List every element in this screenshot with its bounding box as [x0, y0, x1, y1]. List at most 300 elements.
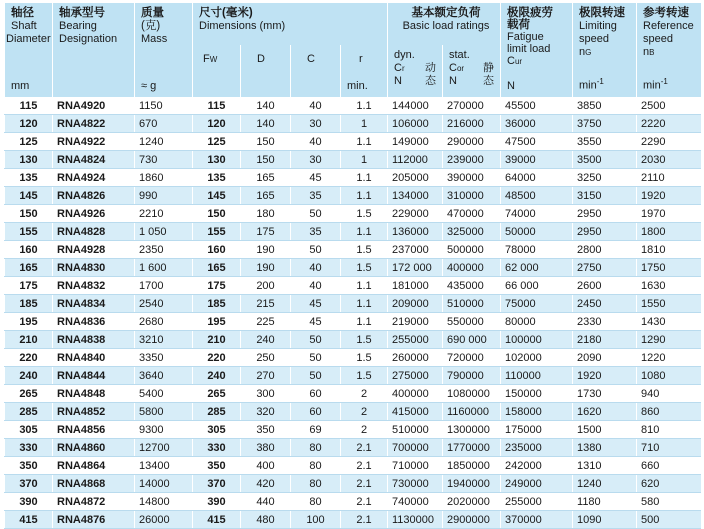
- header-reference-zh: 参考转速: [643, 7, 690, 19]
- header-mass: [135, 3, 193, 97]
- cell-r: 1.1: [341, 97, 388, 115]
- cell-d: 480: [241, 511, 291, 529]
- cell-r: 2.1: [341, 475, 388, 493]
- cell-cr: 205000: [388, 169, 443, 187]
- cell-des: RNA4832: [53, 277, 135, 295]
- cell-cor: 400000: [443, 259, 501, 277]
- cell-nb: 620: [637, 475, 701, 493]
- cell-d: 400: [241, 457, 291, 475]
- table-row: [5, 97, 701, 115]
- header-fw: [193, 45, 241, 97]
- header-limiting-zh: 极限转速: [579, 7, 626, 19]
- cell-fw: 415: [193, 511, 241, 529]
- cell-cor: 1300000: [443, 421, 501, 439]
- cell-nb: 710: [637, 439, 701, 457]
- cell-c: 80: [291, 493, 341, 511]
- cell-d: 190: [241, 259, 291, 277]
- table-row: [5, 421, 701, 439]
- cell-cur: 255000: [501, 493, 573, 511]
- cell-shaft: 195: [5, 313, 53, 331]
- header-reference-unit-sup: -1: [660, 77, 668, 87]
- cell-cr: 400000: [388, 385, 443, 403]
- cell-ng: 3850: [573, 97, 637, 115]
- cell-ng: 2800: [573, 241, 637, 259]
- cell-shaft: 185: [5, 295, 53, 313]
- header-fatigue-en1: Fatigue: [507, 31, 544, 43]
- cell-d: 215: [241, 295, 291, 313]
- cell-mass: 730: [135, 151, 193, 169]
- cell-fw: 370: [193, 475, 241, 493]
- cell-nb: 1810: [637, 241, 701, 259]
- table-row: [5, 313, 701, 331]
- header-shaft-zh: 轴径: [11, 7, 34, 19]
- cell-des: RNA4926: [53, 205, 135, 223]
- header-designation-en2: Designation: [59, 33, 118, 45]
- header-fatigue-sym: C: [507, 55, 515, 67]
- header-reference-en2: speed: [643, 33, 673, 45]
- cell-shaft: 145: [5, 187, 53, 205]
- cell-mass: 5400: [135, 385, 193, 403]
- cell-d: 225: [241, 313, 291, 331]
- cell-shaft: 165: [5, 259, 53, 277]
- header-shaft-en1: Shaft: [11, 20, 37, 32]
- cell-c: 80: [291, 439, 341, 457]
- cell-cur: 45500: [501, 97, 573, 115]
- cell-nb: 940: [637, 385, 701, 403]
- cell-ng: 1920: [573, 367, 637, 385]
- cell-cor: 510000: [443, 295, 501, 313]
- cell-r: 1.5: [341, 349, 388, 367]
- cell-des: RNA4844: [53, 367, 135, 385]
- cell-des: RNA4828: [53, 223, 135, 241]
- cell-cur: 64000: [501, 169, 573, 187]
- cell-cr: 219000: [388, 313, 443, 331]
- header-c: C: [291, 45, 341, 97]
- cell-mass: 14800: [135, 493, 193, 511]
- cell-des: RNA4868: [53, 475, 135, 493]
- cell-ng: 1620: [573, 403, 637, 421]
- cell-r: 2.1: [341, 439, 388, 457]
- cell-mass: 2540: [135, 295, 193, 313]
- cell-nb: 1080: [637, 367, 701, 385]
- cell-d: 420: [241, 475, 291, 493]
- cell-c: 45: [291, 313, 341, 331]
- cell-cr: 237000: [388, 241, 443, 259]
- cell-c: 50: [291, 241, 341, 259]
- cell-c: 69: [291, 421, 341, 439]
- cell-mass: 2350: [135, 241, 193, 259]
- header-shaft-unit: mm: [11, 80, 30, 92]
- header-mass-zh2: (克): [141, 20, 161, 32]
- cell-cur: 80000: [501, 313, 573, 331]
- header-reference-unit: min: [643, 80, 661, 92]
- cell-nb: 1430: [637, 313, 701, 331]
- header-designation: [53, 3, 135, 97]
- cell-fw: 115: [193, 97, 241, 115]
- cell-des: RNA4856: [53, 421, 135, 439]
- cell-cur: 78000: [501, 241, 573, 259]
- cell-nb: 2030: [637, 151, 701, 169]
- cell-nb: 2500: [637, 97, 701, 115]
- cell-d: 140: [241, 97, 291, 115]
- cell-c: 35: [291, 223, 341, 241]
- cell-mass: 1150: [135, 97, 193, 115]
- cell-c: 45: [291, 169, 341, 187]
- cell-cr: 510000: [388, 421, 443, 439]
- cell-des: RNA4924: [53, 169, 135, 187]
- table-row: [5, 223, 701, 241]
- cell-c: 30: [291, 115, 341, 133]
- cell-cur: 158000: [501, 403, 573, 421]
- cell-des: RNA4922: [53, 133, 135, 151]
- cell-cr: 134000: [388, 187, 443, 205]
- cell-mass: 1 050: [135, 223, 193, 241]
- cell-fw: 390: [193, 493, 241, 511]
- cell-r: 1.5: [341, 241, 388, 259]
- cell-nb: 2290: [637, 133, 701, 151]
- cell-c: 50: [291, 367, 341, 385]
- cell-fw: 185: [193, 295, 241, 313]
- cell-d: 165: [241, 169, 291, 187]
- cell-cor: 1850000: [443, 457, 501, 475]
- cell-cur: 47500: [501, 133, 573, 151]
- cell-r: 1: [341, 151, 388, 169]
- cell-des: RNA4834: [53, 295, 135, 313]
- cell-cur: 62 000: [501, 259, 573, 277]
- cell-des: RNA4824: [53, 151, 135, 169]
- cell-mass: 9300: [135, 421, 193, 439]
- header-shaft-en2: Diameter: [6, 33, 51, 45]
- cell-fw: 145: [193, 187, 241, 205]
- cell-nb: 860: [637, 403, 701, 421]
- cell-ng: 3150: [573, 187, 637, 205]
- table-row: [5, 205, 701, 223]
- cell-mass: 2210: [135, 205, 193, 223]
- cell-cor: 790000: [443, 367, 501, 385]
- header-load-zh: 基本额定负荷: [411, 7, 481, 19]
- cell-r: 1.1: [341, 295, 388, 313]
- cell-des: RNA4864: [53, 457, 135, 475]
- cell-d: 250: [241, 349, 291, 367]
- cell-cor: 720000: [443, 349, 501, 367]
- header-limiting-sym: n: [579, 46, 586, 58]
- table-row: [5, 169, 701, 187]
- header-load: [388, 3, 501, 45]
- cell-r: 1.5: [341, 367, 388, 385]
- cell-des: RNA4848: [53, 385, 135, 403]
- cell-d: 140: [241, 115, 291, 133]
- cell-d: 380: [241, 439, 291, 457]
- cell-nb: 2110: [637, 169, 701, 187]
- cell-r: 2.1: [341, 457, 388, 475]
- header-r-unit: min.: [347, 80, 368, 92]
- cell-cr: 275000: [388, 367, 443, 385]
- table-row: [5, 241, 701, 259]
- cell-shaft: 155: [5, 223, 53, 241]
- cell-cr: 1130000: [388, 511, 443, 529]
- cell-des: RNA4840: [53, 349, 135, 367]
- cell-shaft: 160: [5, 241, 53, 259]
- cell-des: RNA4860: [53, 439, 135, 457]
- header-fatigue: [501, 3, 573, 97]
- cell-c: 50: [291, 349, 341, 367]
- cell-mass: 12700: [135, 439, 193, 457]
- cell-shaft: 265: [5, 385, 53, 403]
- table-row: [5, 331, 701, 349]
- cell-r: 2: [341, 421, 388, 439]
- cell-r: 2: [341, 385, 388, 403]
- cell-c: 50: [291, 331, 341, 349]
- cell-shaft: 330: [5, 439, 53, 457]
- cell-cr: 740000: [388, 493, 443, 511]
- cell-c: 45: [291, 295, 341, 313]
- cell-fw: 195: [193, 313, 241, 331]
- cell-fw: 160: [193, 241, 241, 259]
- cell-shaft: 210: [5, 331, 53, 349]
- table-row: [5, 187, 701, 205]
- cell-d: 270: [241, 367, 291, 385]
- cell-r: 1.5: [341, 259, 388, 277]
- cell-shaft: 240: [5, 367, 53, 385]
- header-limiting: [573, 3, 637, 97]
- header-fatigue-zh2: 载荷: [507, 19, 531, 31]
- cell-r: 1.5: [341, 205, 388, 223]
- header-limiting-sym-sub: G: [585, 48, 592, 57]
- cell-fw: 135: [193, 169, 241, 187]
- cell-cr: 112000: [388, 151, 443, 169]
- cell-ng: 2950: [573, 205, 637, 223]
- cell-des: RNA4876: [53, 511, 135, 529]
- table-row: [5, 475, 701, 493]
- cell-ng: 1090: [573, 511, 637, 529]
- cell-r: 1.1: [341, 187, 388, 205]
- table-row: [5, 295, 701, 313]
- header-reference-sym-sub: B: [649, 48, 655, 57]
- cell-shaft: 285: [5, 403, 53, 421]
- bearing-spec-table: [4, 3, 700, 529]
- cell-r: 2.1: [341, 511, 388, 529]
- cell-ng: 2330: [573, 313, 637, 331]
- cell-r: 1.1: [341, 313, 388, 331]
- cell-d: 180: [241, 205, 291, 223]
- table-row: [5, 367, 701, 385]
- header-stat-label: stat.: [449, 49, 470, 61]
- header-limiting-unit-sup: -1: [596, 77, 604, 87]
- header-d: D: [241, 45, 291, 97]
- cell-nb: 660: [637, 457, 701, 475]
- cell-r: 1.5: [341, 331, 388, 349]
- cell-cor: 310000: [443, 187, 501, 205]
- cell-cr: 209000: [388, 295, 443, 313]
- cell-d: 240: [241, 331, 291, 349]
- cell-ng: 1730: [573, 385, 637, 403]
- cell-mass: 3350: [135, 349, 193, 367]
- cell-c: 60: [291, 385, 341, 403]
- cell-ng: 2600: [573, 277, 637, 295]
- cell-c: 100: [291, 511, 341, 529]
- header-dimensions-en: Dimensions (mm): [199, 20, 286, 32]
- cell-cur: 75000: [501, 295, 573, 313]
- cell-d: 440: [241, 493, 291, 511]
- table-row: [5, 115, 701, 133]
- cell-mass: 2680: [135, 313, 193, 331]
- spec-table: [4, 3, 701, 529]
- cell-c: 30: [291, 151, 341, 169]
- cell-cr: 181000: [388, 277, 443, 295]
- cell-nb: 1550: [637, 295, 701, 313]
- cell-nb: 1920: [637, 187, 701, 205]
- table-row: [5, 493, 701, 511]
- table-row: [5, 349, 701, 367]
- table-body: [5, 97, 701, 529]
- header-reference: [637, 3, 701, 97]
- cell-cr: 710000: [388, 457, 443, 475]
- header-limiting-en2: speed: [579, 33, 609, 45]
- cell-fw: 175: [193, 277, 241, 295]
- cell-d: 175: [241, 223, 291, 241]
- cell-shaft: 125: [5, 133, 53, 151]
- cell-cor: 435000: [443, 277, 501, 295]
- cell-mass: 26000: [135, 511, 193, 529]
- cell-fw: 150: [193, 205, 241, 223]
- cell-c: 40: [291, 133, 341, 151]
- cell-cor: 470000: [443, 205, 501, 223]
- cell-r: 2: [341, 403, 388, 421]
- cell-fw: 125: [193, 133, 241, 151]
- cell-cur: 242000: [501, 457, 573, 475]
- cell-des: RNA4838: [53, 331, 135, 349]
- cell-fw: 285: [193, 403, 241, 421]
- cell-shaft: 220: [5, 349, 53, 367]
- cell-d: 300: [241, 385, 291, 403]
- header-designation-en1: Bearing: [59, 20, 97, 32]
- cell-nb: 580: [637, 493, 701, 511]
- cell-cr: 730000: [388, 475, 443, 493]
- cell-cr: 106000: [388, 115, 443, 133]
- cell-mass: 1860: [135, 169, 193, 187]
- cell-des: RNA4822: [53, 115, 135, 133]
- cell-d: 200: [241, 277, 291, 295]
- cell-shaft: 350: [5, 457, 53, 475]
- cell-d: 190: [241, 241, 291, 259]
- cell-des: RNA4852: [53, 403, 135, 421]
- cell-r: 1.1: [341, 223, 388, 241]
- cell-cur: 50000: [501, 223, 573, 241]
- cell-shaft: 150: [5, 205, 53, 223]
- cell-fw: 155: [193, 223, 241, 241]
- cell-cor: 270000: [443, 97, 501, 115]
- cell-fw: 130: [193, 151, 241, 169]
- cell-mass: 1 600: [135, 259, 193, 277]
- cell-shaft: 415: [5, 511, 53, 529]
- cell-cr: 700000: [388, 439, 443, 457]
- cell-nb: 1800: [637, 223, 701, 241]
- cell-des: RNA4928: [53, 241, 135, 259]
- cell-r: 2.1: [341, 493, 388, 511]
- header-dimensions-zh: 尺寸(毫米): [199, 7, 253, 19]
- header-dimensions: [193, 3, 388, 45]
- cell-shaft: 370: [5, 475, 53, 493]
- cell-d: 165: [241, 187, 291, 205]
- cell-shaft: 175: [5, 277, 53, 295]
- cell-des: RNA4826: [53, 187, 135, 205]
- cell-cur: 175000: [501, 421, 573, 439]
- table-row: [5, 151, 701, 169]
- header-mass-en: Mass: [141, 33, 168, 45]
- header-designation-zh: 轴承型号: [59, 7, 105, 19]
- cell-c: 80: [291, 475, 341, 493]
- cell-ng: 3250: [573, 169, 637, 187]
- table-row: [5, 385, 701, 403]
- cell-mass: 1240: [135, 133, 193, 151]
- cell-c: 40: [291, 277, 341, 295]
- header-fatigue-en2: limit load: [507, 43, 551, 55]
- cell-cor: 2020000: [443, 493, 501, 511]
- table-row: [5, 457, 701, 475]
- cell-cor: 690 000: [443, 331, 501, 349]
- cell-cor: 216000: [443, 115, 501, 133]
- cell-cr: 229000: [388, 205, 443, 223]
- cell-cor: 2900000: [443, 511, 501, 529]
- cell-nb: 1970: [637, 205, 701, 223]
- cell-fw: 330: [193, 439, 241, 457]
- cell-cr: 255000: [388, 331, 443, 349]
- header-fatigue-sym-sub: ur: [514, 57, 523, 66]
- cell-mass: 13400: [135, 457, 193, 475]
- cell-ng: 1500: [573, 421, 637, 439]
- cell-r: 1.1: [341, 169, 388, 187]
- header-shaft: [5, 3, 53, 97]
- cell-shaft: 115: [5, 97, 53, 115]
- cell-ng: 2090: [573, 349, 637, 367]
- cell-r: 1: [341, 115, 388, 133]
- cell-cur: 150000: [501, 385, 573, 403]
- cell-cr: 149000: [388, 133, 443, 151]
- cell-cr: 136000: [388, 223, 443, 241]
- cell-cr: 144000: [388, 97, 443, 115]
- cell-cur: 66 000: [501, 277, 573, 295]
- cell-shaft: 120: [5, 115, 53, 133]
- header-fw-sub: W: [209, 55, 218, 64]
- table-row: [5, 259, 701, 277]
- header-dyn-label: dyn.: [394, 49, 415, 61]
- cell-c: 35: [291, 187, 341, 205]
- header-fatigue-unit: N: [507, 80, 515, 92]
- cell-cr: 415000: [388, 403, 443, 421]
- cell-cur: 48500: [501, 187, 573, 205]
- cell-c: 80: [291, 457, 341, 475]
- cell-fw: 120: [193, 115, 241, 133]
- cell-shaft: 130: [5, 151, 53, 169]
- table-row: [5, 133, 701, 151]
- cell-c: 40: [291, 97, 341, 115]
- cell-mass: 1700: [135, 277, 193, 295]
- cell-des: RNA4872: [53, 493, 135, 511]
- cell-cr: 260000: [388, 349, 443, 367]
- cell-cur: 249000: [501, 475, 573, 493]
- header-limiting-unit: min: [579, 80, 597, 92]
- header-fatigue-zh1: 极限疲劳: [507, 7, 554, 19]
- cell-cor: 390000: [443, 169, 501, 187]
- cell-cor: 290000: [443, 133, 501, 151]
- header-reference-en1: Reference: [643, 20, 694, 32]
- header-limiting-en1: Limiting: [579, 20, 617, 32]
- cell-cr: 172 000: [388, 259, 443, 277]
- header-reference-sym: n: [643, 46, 650, 58]
- cell-mass: 5800: [135, 403, 193, 421]
- cell-fw: 165: [193, 259, 241, 277]
- cell-ng: 1240: [573, 475, 637, 493]
